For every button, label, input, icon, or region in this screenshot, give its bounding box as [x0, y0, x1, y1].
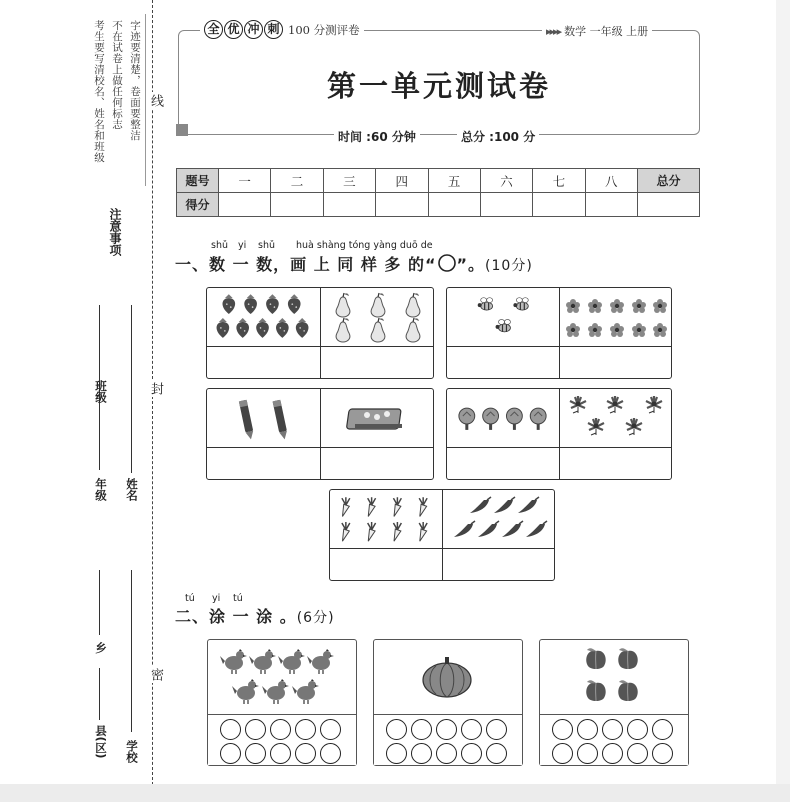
carrot-icon [330, 490, 442, 548]
series-label [542, 23, 652, 39]
answer-circle[interactable] [320, 719, 341, 740]
pear-cell [321, 288, 434, 379]
col-6: 六 [480, 169, 532, 193]
cut-mark-line: 线 [148, 94, 163, 107]
pinyin-tu2: tú [233, 593, 243, 604]
pen-icon [207, 389, 320, 447]
total-score-cell[interactable] [638, 193, 700, 217]
color-circles [208, 714, 356, 765]
exam-total: 总分 :100 分 [457, 128, 539, 145]
answer-area[interactable] [207, 447, 320, 480]
answer-circle[interactable] [577, 743, 598, 764]
strawberry-icon [207, 288, 320, 346]
answer-circle[interactable] [411, 743, 432, 764]
tree-cell [447, 389, 560, 480]
score-cell[interactable] [480, 193, 532, 217]
peach-icon [540, 640, 687, 714]
count-card-bee-flower [446, 287, 672, 379]
cut-mark-seal: 封 [148, 382, 163, 395]
notes-box [88, 14, 146, 186]
answer-circle[interactable] [270, 743, 291, 764]
col-2: 二 [271, 169, 323, 193]
answer-circle[interactable] [386, 719, 407, 740]
answer-circle[interactable] [461, 719, 482, 740]
question-1-end: ”。 [456, 255, 486, 274]
question-1-title [175, 252, 533, 275]
brand-char-1: 全 [204, 20, 223, 39]
score-cell[interactable] [533, 193, 585, 217]
col-4: 四 [376, 169, 428, 193]
score-table [176, 168, 700, 217]
notes-title: 注意事项 [108, 208, 122, 256]
pencil-box-cell [321, 389, 434, 480]
answer-circle[interactable] [602, 743, 623, 764]
color-card-chicken [207, 639, 357, 766]
col-7: 七 [533, 169, 585, 193]
circle-grid [386, 719, 507, 764]
pinyin-shu1: shǔ [211, 240, 228, 251]
note-1: 考生要写清校名、姓名和班级 [93, 20, 105, 163]
exam-time: 时间 :60 分钟 [334, 128, 420, 145]
pepper-icon [443, 490, 555, 548]
count-card-strawberry-pear [206, 287, 434, 379]
grade-label: 年级 [94, 478, 108, 501]
tree-icon [447, 389, 559, 447]
answer-circle[interactable] [295, 743, 316, 764]
pepper-cell [443, 490, 555, 581]
pear-icon [321, 288, 434, 346]
answer-circle[interactable] [552, 719, 573, 740]
school-label: 学校 [125, 740, 139, 763]
answer-area[interactable] [443, 548, 555, 581]
col-5: 五 [428, 169, 480, 193]
class-line [99, 305, 100, 375]
answer-circle[interactable] [577, 719, 598, 740]
carrot-cell [330, 490, 443, 581]
answer-area[interactable] [560, 447, 672, 480]
township-line [99, 570, 100, 635]
answer-circle[interactable] [411, 719, 432, 740]
pinyin-yi1: yi [238, 240, 247, 251]
score-cell[interactable] [428, 193, 480, 217]
count-card-pen-box [206, 388, 434, 480]
answer-area[interactable] [560, 346, 672, 379]
answer-circle[interactable] [270, 719, 291, 740]
score-table-score-row [177, 193, 700, 217]
pencil-box-icon [321, 389, 434, 447]
color-card-peach [539, 639, 689, 766]
name-label: 姓名 [125, 478, 139, 501]
answer-area[interactable] [321, 447, 434, 480]
answer-circle[interactable] [486, 743, 507, 764]
page-edge-right [776, 0, 790, 802]
pen-cell [207, 389, 321, 480]
answer-area[interactable] [207, 346, 320, 379]
count-card-tree-chrysanthemum [446, 388, 672, 480]
answer-circle[interactable] [320, 743, 341, 764]
page-title: 第一单元测试卷 [326, 69, 551, 103]
answer-circle[interactable] [436, 719, 457, 740]
question-1-text: 一、数 一 数，画 上 同 样 多 的“ [175, 255, 437, 274]
question-2-score: (6分) [296, 610, 335, 626]
pinyin-shu2: shǔ [258, 240, 275, 251]
question-2-text: 二、涂 一 涂 。 [175, 607, 297, 626]
question-1-score: (10分) [485, 258, 533, 274]
township-label: 乡 [94, 642, 108, 654]
col-8: 八 [585, 169, 637, 193]
brand-char-2: 优 [224, 20, 243, 39]
pinyin-rest: huà shàng tóng yàng duō de [296, 240, 433, 251]
page-edge-bottom [0, 784, 790, 802]
score-cell[interactable] [271, 193, 323, 217]
color-card-pumpkin [373, 639, 523, 766]
answer-circle[interactable] [245, 743, 266, 764]
answer-circle[interactable] [602, 719, 623, 740]
strawberry-cell [207, 288, 321, 379]
col-3: 三 [323, 169, 375, 193]
circle-grid [220, 719, 341, 764]
count-card-carrot-pepper [329, 489, 555, 581]
pumpkin-icon [374, 640, 521, 714]
question-2-title [175, 604, 335, 627]
total-label: 总分 [638, 169, 700, 193]
grade-line [99, 360, 100, 470]
circle-icon [437, 253, 457, 273]
chrysanthemum-cell [560, 389, 672, 480]
answer-circle[interactable] [245, 719, 266, 740]
brand-subtitle: 100 分测评卷 [288, 22, 360, 37]
class-label: 班级 [94, 380, 108, 403]
county-label: 县(区) [94, 725, 108, 759]
note-3: 字迹要清楚，卷面要整洁 [129, 20, 141, 141]
series-arrows-icon: ▸▸▸▸ [546, 25, 561, 38]
flower-icon [560, 288, 672, 346]
answer-circle[interactable] [652, 719, 673, 740]
answer-circle[interactable] [436, 743, 457, 764]
col-1: 一 [219, 169, 271, 193]
answer-circle[interactable] [652, 743, 673, 764]
answer-circle[interactable] [627, 719, 648, 740]
pinyin-tu1: tú [185, 593, 195, 604]
series-text: 数学 一年级 上册 [564, 25, 649, 38]
chicken-icon [208, 640, 355, 714]
bee-icon [447, 288, 559, 346]
name-line [131, 305, 132, 473]
corner-square-icon [176, 124, 188, 136]
answer-circle[interactable] [220, 743, 241, 764]
answer-circle[interactable] [486, 719, 507, 740]
question-number-label: 题号 [177, 169, 219, 193]
bee-cell [447, 288, 560, 379]
cut-mark-secret: 密 [148, 668, 163, 681]
score-cell[interactable] [585, 193, 637, 217]
circle-grid [552, 719, 673, 764]
color-circles [374, 714, 522, 765]
brand-char-3: 冲 [244, 20, 263, 39]
answer-circle[interactable] [295, 719, 316, 740]
pinyin-yi: yi [212, 593, 221, 604]
score-label: 得分 [177, 193, 219, 217]
answer-circle[interactable] [627, 743, 648, 764]
score-cell[interactable] [376, 193, 428, 217]
answer-circle[interactable] [552, 743, 573, 764]
school-line [131, 570, 132, 732]
answer-area[interactable] [447, 346, 559, 379]
answer-circle[interactable] [220, 719, 241, 740]
answer-circle[interactable] [386, 743, 407, 764]
score-cell[interactable] [219, 193, 271, 217]
answer-area[interactable] [330, 548, 442, 581]
brand-char-4: 刺 [264, 20, 283, 39]
chrysanthemum-icon [560, 389, 672, 447]
score-table-header-row [177, 169, 700, 193]
score-cell[interactable] [323, 193, 375, 217]
answer-area[interactable] [447, 447, 559, 480]
note-2: 不在试卷上做任何标志 [111, 20, 123, 130]
color-circles [540, 714, 688, 765]
flower-cell [560, 288, 672, 379]
county-line [99, 668, 100, 720]
answer-circle[interactable] [461, 743, 482, 764]
brand [200, 20, 364, 39]
answer-area[interactable] [321, 346, 434, 379]
